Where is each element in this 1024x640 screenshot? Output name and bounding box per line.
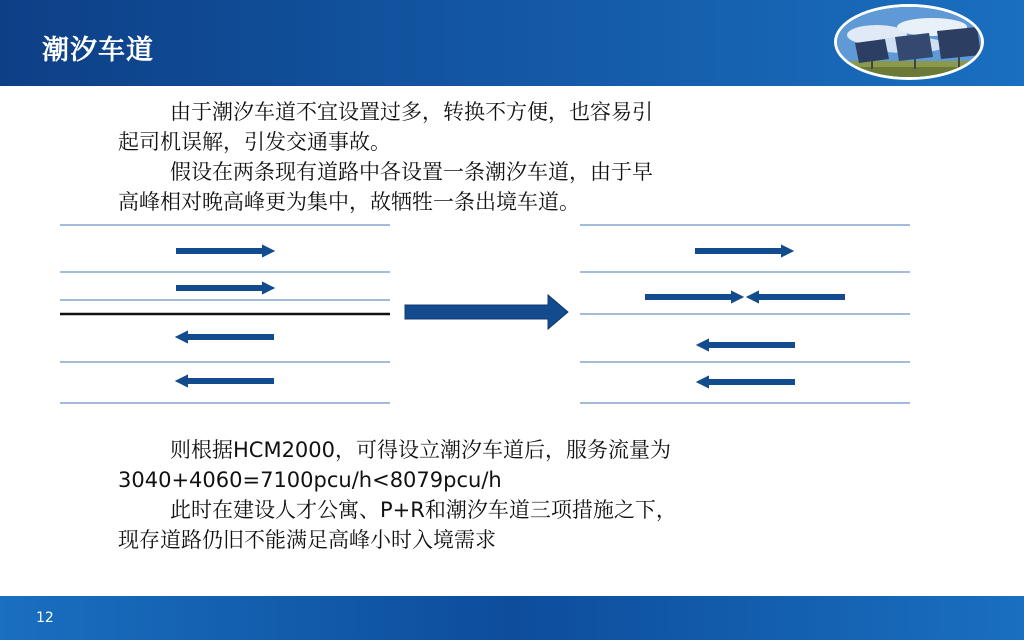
result-line-4: 现存道路仍旧不能满足高峰小时入境需求 bbox=[118, 528, 496, 552]
slide-title: 潮汐车道 bbox=[42, 35, 154, 66]
left-road bbox=[60, 225, 390, 403]
intro-line-1: 由于潮汐车道不宜设置过多，转换不方便，也容易引 bbox=[170, 100, 653, 124]
intro-line-4: 高峰相对晚高峰更为集中，故牺牲一条出境车道。 bbox=[118, 190, 580, 214]
footer-bar bbox=[0, 596, 1024, 640]
intro-line-2: 起司机误解，引发交通事故。 bbox=[118, 130, 391, 154]
result-line-2: 3040+4060=7100pcu/h<8079pcu/h bbox=[118, 468, 502, 492]
result-line-1: 则根据HCM2000，可得设立潮汐车道后，服务流量为 bbox=[170, 438, 672, 462]
right-road bbox=[580, 225, 910, 403]
result-paragraph bbox=[118, 435, 798, 555]
page-number: 12 bbox=[36, 610, 54, 626]
intro-line-3: 假设在两条现有道路中各设置一条潮汐车道，由于早 bbox=[170, 160, 653, 184]
result-line-3: 此时在建设人才公寓、P+R和潮汐车道三项措施之下， bbox=[170, 498, 677, 522]
transition-arrow-icon bbox=[405, 295, 568, 329]
